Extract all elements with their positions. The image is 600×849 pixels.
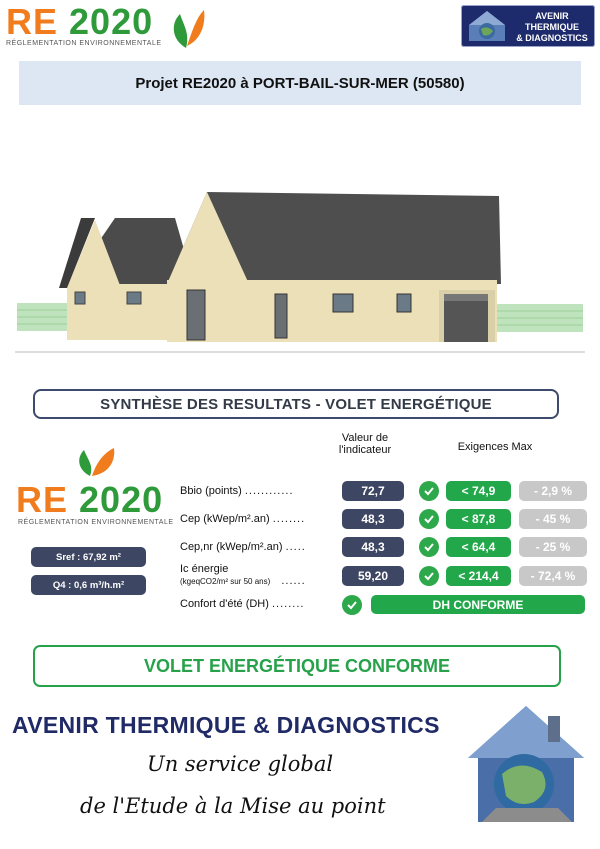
- requirements-column-header: Exigences Max: [457, 441, 533, 453]
- house-globe-logo: [462, 700, 590, 828]
- company-name: AVENIR THERMIQUE & DIAGNOSTICS: [12, 712, 440, 738]
- bbio-gain: - 2,9 %: [519, 481, 587, 501]
- logo-year-text: 2020: [69, 1, 154, 42]
- ic-label: Ic énergie: [180, 563, 229, 575]
- re2020-logo-mid: [16, 446, 176, 531]
- synthese-heading: SYNTHÈSE DES RESULTATS - VOLET ENERGÉTIQUE: [33, 389, 559, 419]
- re2020-logo-top: [6, 1, 206, 52]
- house-globe-icon: [465, 9, 509, 43]
- value-header-line1: Valeur de: [341, 432, 389, 444]
- tagline-line2: de l'Etude à la Mise au point: [80, 794, 386, 818]
- ic-dots: ......: [281, 575, 306, 587]
- value-header-line2: l'indicateur: [338, 444, 392, 456]
- bbio-dots: ............: [244, 485, 294, 497]
- badge-line1: AVENIR: [535, 11, 569, 21]
- logo-re-text: RE: [6, 1, 59, 42]
- badge-line3: & DIAGNOSTICS: [516, 33, 588, 43]
- bbio-requirement: < 74,9: [446, 481, 511, 501]
- mid-logo-subtitle: RÉGLEMENTATION ENVIRONNEMENTALE: [18, 519, 174, 526]
- row-label-ic: [180, 563, 306, 587]
- leaf-icon: [74, 446, 118, 478]
- cepnr-requirement: < 64,4: [446, 537, 511, 557]
- value-column-header: [325, 432, 405, 456]
- row-label-cepnr: [180, 541, 306, 553]
- cepnr-label: Cep,nr (kWep/m².an): [180, 541, 283, 553]
- bbio-value: 72,7: [342, 481, 404, 501]
- bbio-label: Bbio (points): [180, 485, 242, 497]
- logo-subtitle: RÉGLEMENTATION ENVIRONNEMENTALE: [6, 40, 162, 47]
- cepnr-value: 48,3: [342, 537, 404, 557]
- confort-label: Confort d'été (DH): [180, 598, 269, 610]
- house-illustration: [15, 178, 585, 356]
- cep-gain: - 45 %: [519, 509, 587, 529]
- project-title: Projet RE2020 à PORT-BAIL-SUR-MER (50580): [19, 61, 581, 105]
- cep-label: Cep (kWep/m².an): [180, 513, 270, 525]
- mid-logo-year-text: 2020: [79, 479, 164, 520]
- cep-dots: ........: [272, 513, 306, 525]
- confort-dots: ........: [271, 598, 305, 610]
- leaf-icon: [166, 6, 206, 50]
- dh-status-bar: DH CONFORME: [371, 595, 585, 614]
- row-label-bbio: [180, 485, 294, 497]
- ic-gain: - 72,4 %: [519, 566, 587, 586]
- sref-badge: Sref : 67,92 m²: [31, 547, 146, 567]
- check-icon: [419, 509, 439, 529]
- check-icon: [419, 566, 439, 586]
- check-icon: [342, 595, 362, 615]
- tagline-line1: Un service global: [147, 752, 334, 776]
- avenir-badge: [461, 5, 595, 47]
- cep-requirement: < 87,8: [446, 509, 511, 529]
- mid-logo-re-text: RE: [16, 479, 69, 520]
- row-label-confort: [180, 598, 304, 610]
- ic-sublabel: (kgeqCO2/m² sur 50 ans): [180, 577, 271, 586]
- row-label-cep: [180, 513, 305, 525]
- check-icon: [419, 537, 439, 557]
- ic-requirement: < 214,4: [446, 566, 511, 586]
- badge-line2: THERMIQUE: [525, 22, 579, 32]
- q4-badge: Q4 : 0,6 m³/h.m²: [31, 575, 146, 595]
- ic-value: 59,20: [342, 566, 404, 586]
- check-icon: [419, 481, 439, 501]
- cep-value: 48,3: [342, 509, 404, 529]
- cepnr-dots: .....: [285, 541, 306, 553]
- conforme-banner: VOLET ENERGÉTIQUE CONFORME: [33, 645, 561, 687]
- cepnr-gain: - 25 %: [519, 537, 587, 557]
